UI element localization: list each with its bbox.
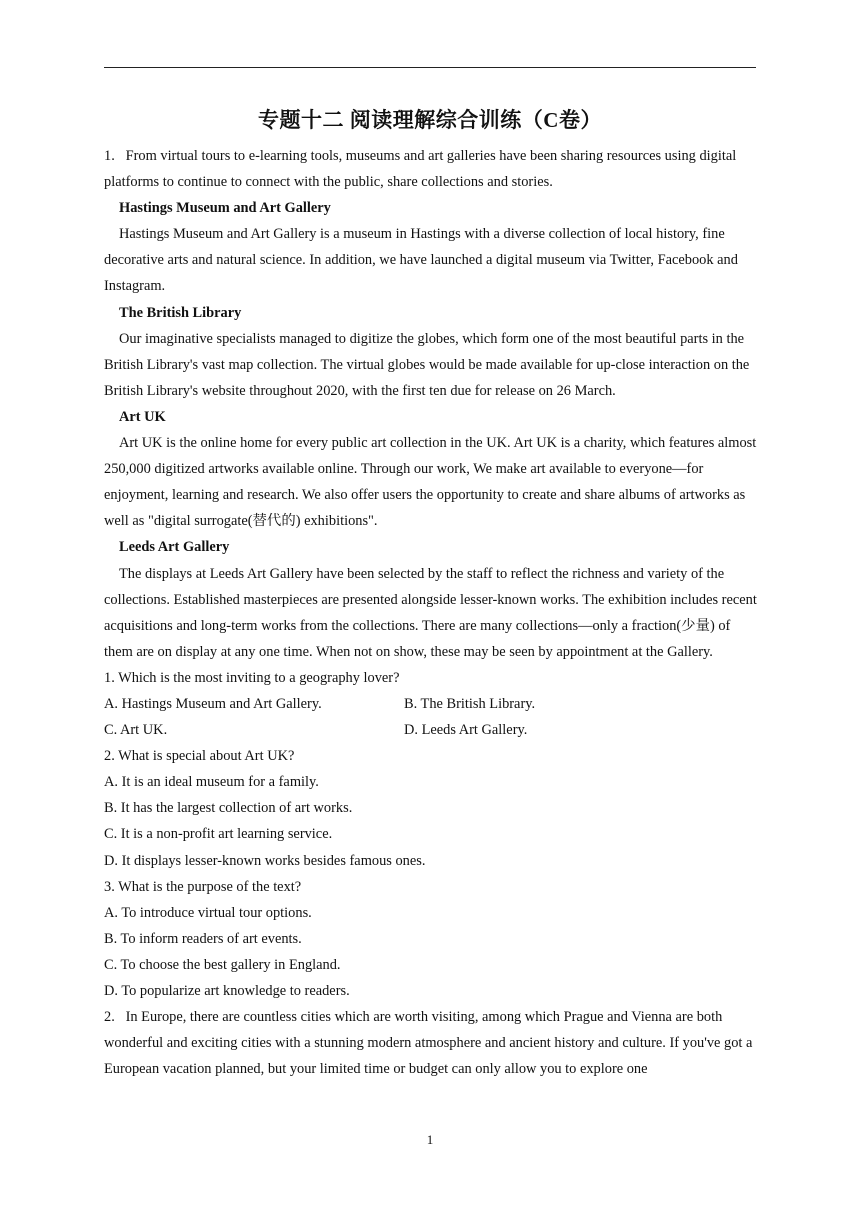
section-heading: Art UK — [119, 408, 166, 425]
section-body: Our imaginative specialists managed to digitize the globes, which form one of the most beautiful parts in the British Library's vast map collection. The virtual globes would be made available for up-close interaction on the British Library's website throughout 2020, with the first ten due for release on 26 March. — [104, 330, 750, 399]
option-c: C. Art UK. — [104, 722, 168, 739]
option-a: A. Hastings Museum and Art Gallery. — [104, 695, 322, 712]
option-d: D. It displays lesser-known works besides famous ones. — [104, 852, 426, 869]
section-heading: The British Library — [119, 304, 242, 321]
option-c: C. It is a non-profit art learning service. — [104, 826, 333, 843]
passage-2-intro: 2. In Europe, there are countless cities which are worth visiting, among which Prague and Vienna are both wonderful and exciting cities with a stunning modern atmosphere and ancient history and culture. If you've got a European vacation planned, but your limited time or budget can only allow you to explore one — [104, 1009, 753, 1078]
option-b: B. To inform readers of art events. — [104, 930, 302, 947]
question-stem: 2. What is special about Art UK? — [104, 748, 295, 765]
header-rule — [104, 67, 756, 68]
option-b: B. It has the largest collection of art works. — [104, 800, 353, 817]
question-stem: 1. Which is the most inviting to a geography lover? — [104, 669, 400, 686]
section-heading: Leeds Art Gallery — [119, 539, 230, 556]
section-body: Hastings Museum and Art Gallery is a museum in Hastings with a diverse collection of local history, fine decorative arts and natural science. In addition, we have launched a digital museum via Twitter, Facebook and Instagram. — [104, 226, 738, 295]
option-d: D. Leeds Art Gallery. — [404, 722, 528, 739]
passage-1-intro: 1. From virtual tours to e-learning tools, museums and art galleries have been sharing resources using digital platforms to continue to connect with the public, share collections and stories. — [104, 148, 737, 191]
option-c: C. To choose the best gallery in England. — [104, 956, 341, 973]
section-body: The displays at Leeds Art Gallery have been selected by the staff to reflect the richness and variety of the collections. Established masterpieces are presented alongside lesser-known works. The exhibition includes recent acquisitions and long-term works from the collections. There are many collections—only a fraction(少量) of them are on display at any one time. When not on show, these may be seen by appointment at the Gallery. — [104, 565, 757, 660]
question-options-row — [104, 717, 760, 743]
option-a: A. It is an ideal museum for a family. — [104, 774, 319, 791]
option-b: B. The British Library. — [404, 695, 536, 712]
option-a: A. To introduce virtual tour options. — [104, 904, 312, 921]
question-options-row — [104, 691, 760, 717]
document-body — [104, 143, 760, 1082]
section-body: Art UK is the online home for every public art collection in the UK. Art UK is a charity, which features almost 250,000 digitized artworks available online. Through our work, We make art available to everyone—for enjoyment, learning and research. We also offer users the opportunity to create and share albums of artworks as well as "digital surrogate(替代的) exhibitions". — [104, 435, 757, 530]
page-number: 1 — [426, 1132, 434, 1147]
page-title: 专题十二 阅读理解综合训练（C卷） — [258, 108, 602, 132]
section-heading: Hastings Museum and Art Gallery — [119, 200, 331, 217]
option-d: D. To popularize art knowledge to readers. — [104, 983, 350, 999]
question-stem: 3. What is the purpose of the text? — [104, 878, 302, 895]
